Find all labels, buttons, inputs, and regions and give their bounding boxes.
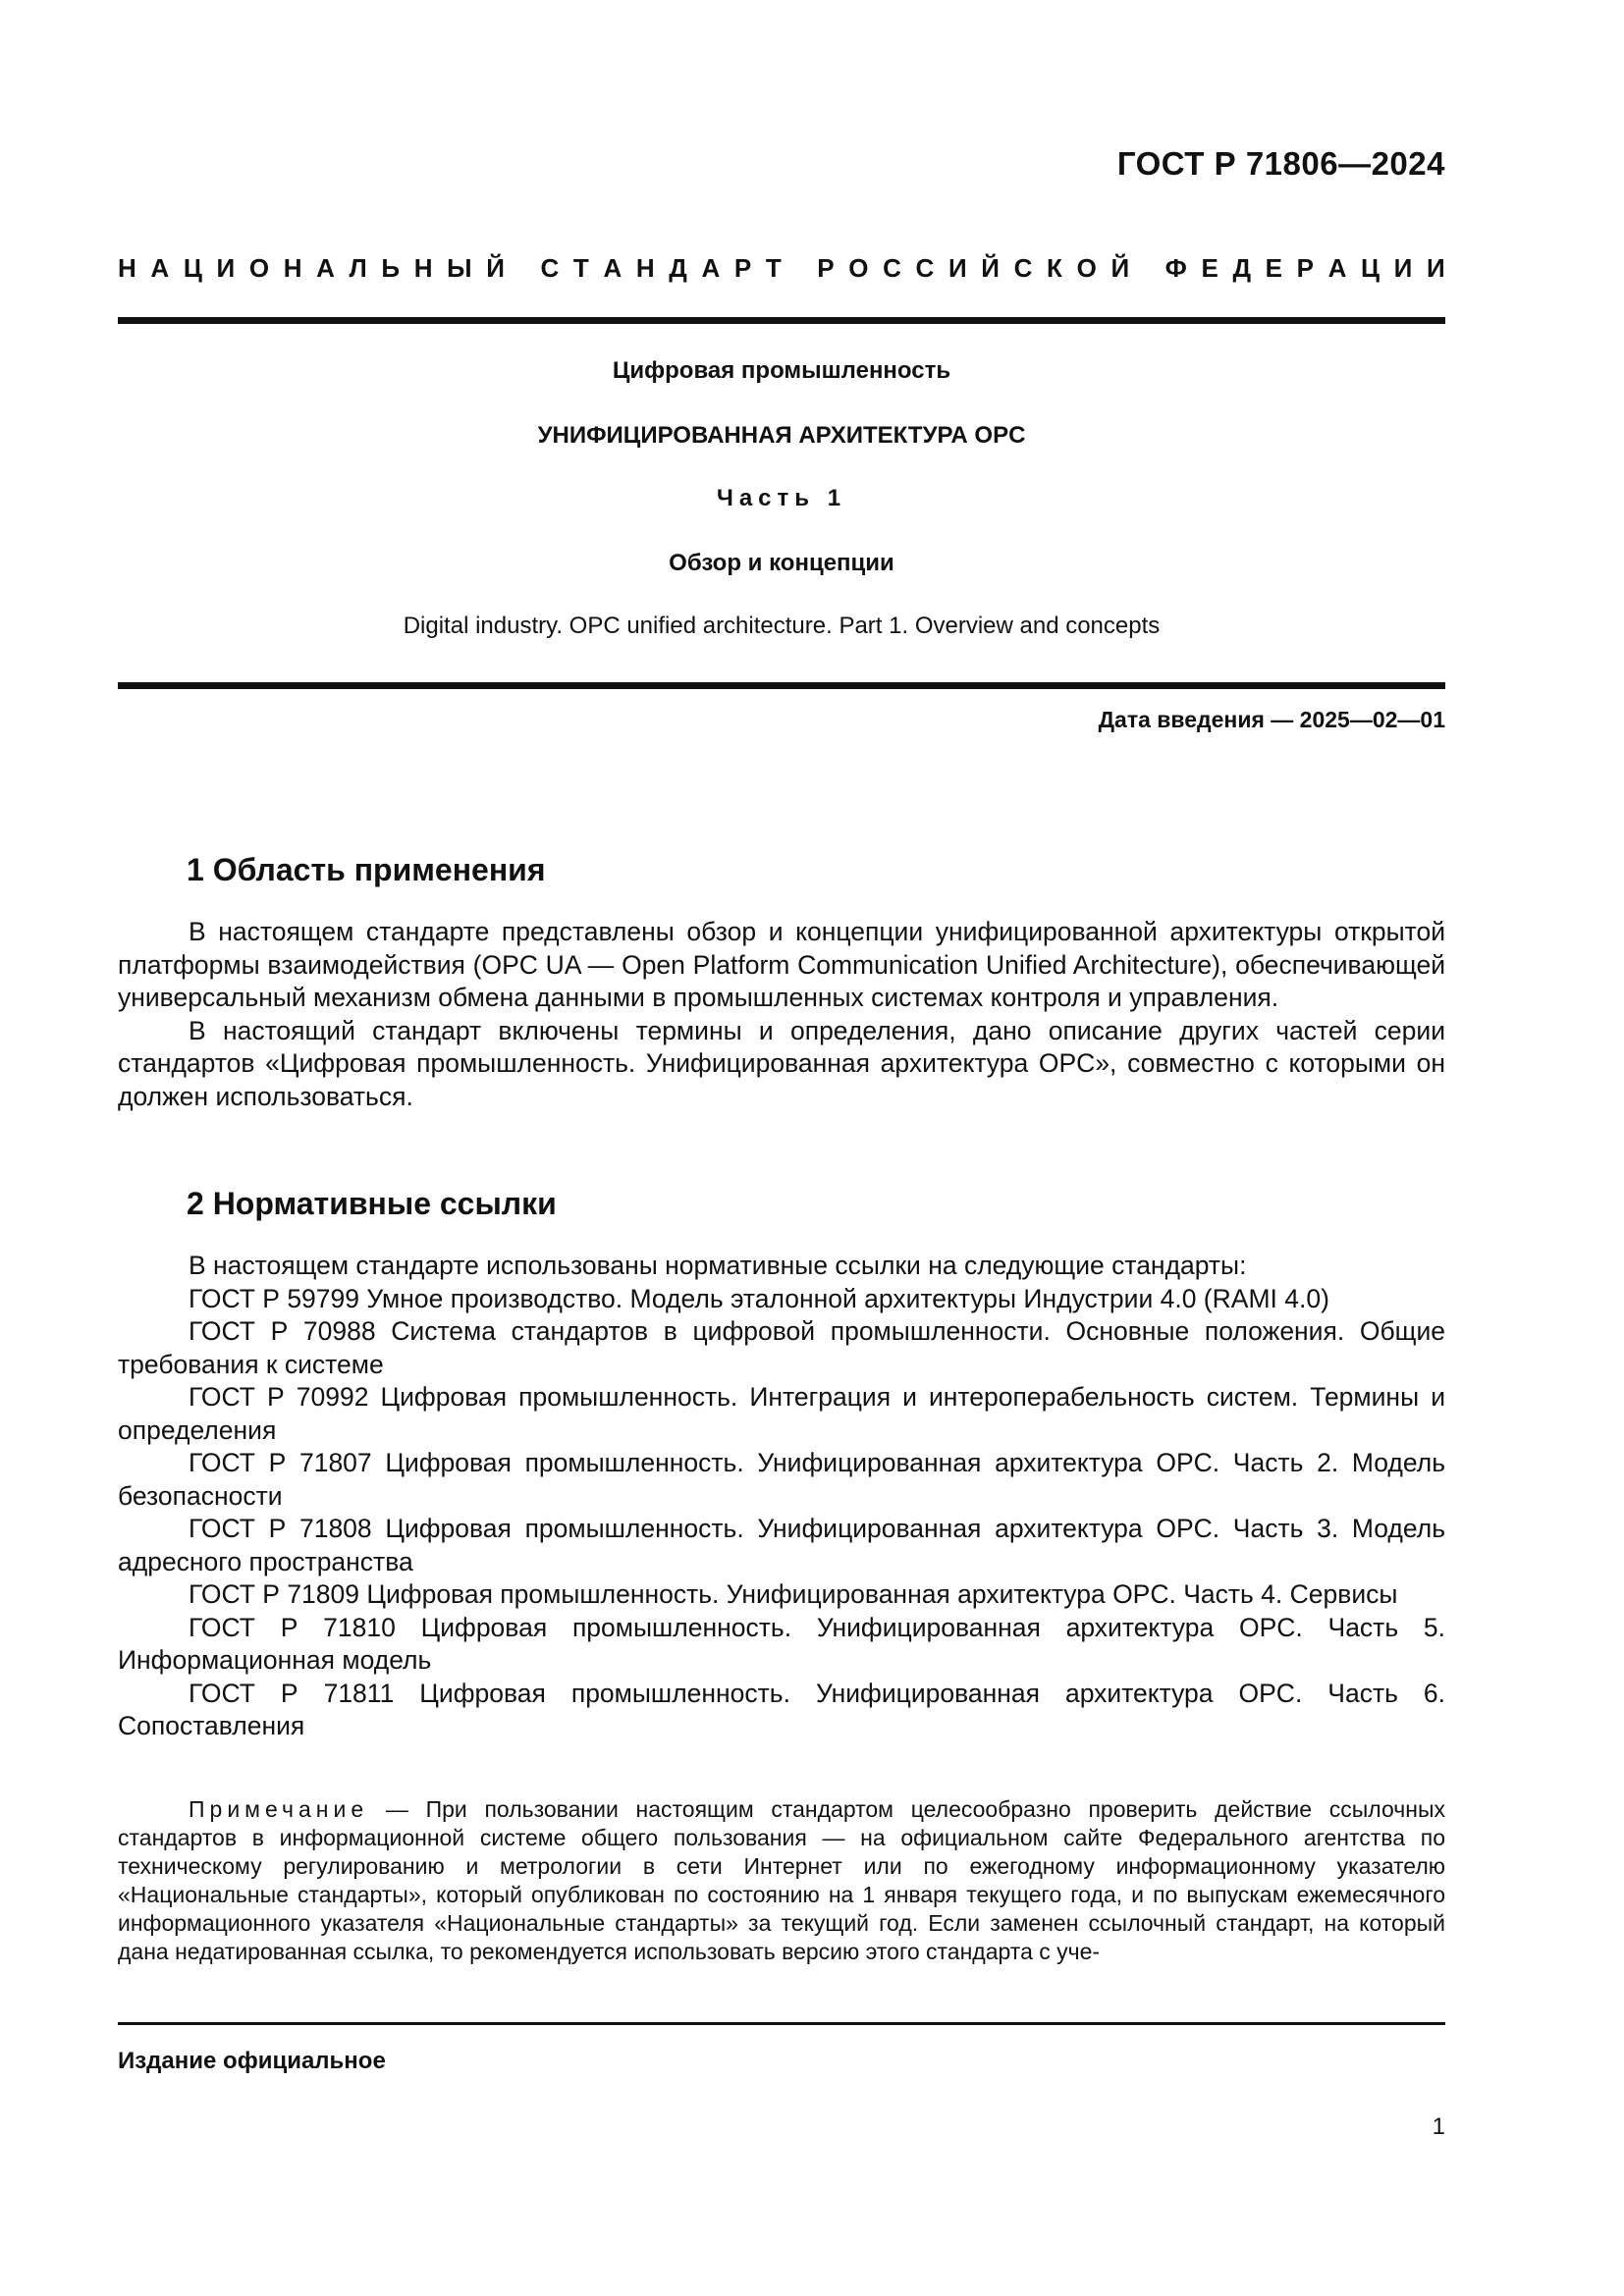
header-rule bbox=[118, 317, 1445, 324]
org-line-letter: И bbox=[947, 253, 967, 283]
org-line-letter: И bbox=[1393, 253, 1413, 283]
org-line-letter: Н bbox=[118, 253, 136, 283]
section-2-heading: 2 Нормативные ссылки bbox=[187, 1186, 557, 1221]
org-line-letter: Ь bbox=[381, 253, 401, 283]
note bbox=[118, 1795, 1445, 1966]
reference-item: ГОСТ Р 71808 Цифровая промышленность. Унифицированная архитектура OPC. Часть 3. Модель адресного пространства bbox=[118, 1514, 1445, 1576]
org-line-letter: Н bbox=[283, 253, 302, 283]
org-line-letter bbox=[795, 253, 802, 284]
reference-item: ГОСТ Р 70992 Цифровая промышленность. Интеграция и интероперабельность систем. Термины и определения bbox=[118, 1382, 1445, 1445]
org-line-letter: О bbox=[848, 253, 869, 283]
org-line-letter: С bbox=[883, 253, 901, 283]
org-line-letter: Т bbox=[572, 253, 589, 283]
introduction-date: Дата введения — 2025—02—01 bbox=[1098, 707, 1445, 732]
org-line-letter: Е bbox=[1201, 253, 1218, 283]
document-number: ГОСТ Р 71806—2024 bbox=[1116, 145, 1445, 182]
org-line-letter: Н bbox=[413, 253, 433, 283]
org-line-letter: Р bbox=[733, 253, 752, 283]
org-line-letter: А bbox=[150, 253, 170, 283]
section-1-body bbox=[118, 916, 1445, 1113]
reference-item: ГОСТ Р 59799 Умное производство. Модель эталонной архитектуры Индустрии 4.0 (RAMI 4.0) bbox=[189, 1283, 1329, 1313]
main-title: УНИФИЦИРОВАННАЯ АРХИТЕКТУРА OPC bbox=[537, 422, 1026, 449]
org-line-letter: А bbox=[603, 253, 623, 283]
subtitle: Обзор и концепции bbox=[669, 550, 894, 576]
org-line-letter: Е bbox=[1265, 253, 1282, 283]
paragraph: В настоящий стандарт включены термины и определения, дано описание других частей серии стандартов «Цифровая промышленность. Унифицированная архитектура OPC», совместно с которыми он должен использоваться. bbox=[118, 1015, 1445, 1111]
org-line-letter: Л bbox=[349, 253, 367, 283]
org-line-letter: А bbox=[1327, 253, 1347, 283]
org-line-letter: Ц bbox=[183, 253, 202, 283]
org-line-letter: А bbox=[701, 253, 721, 283]
org-line-letter: Д bbox=[669, 253, 687, 283]
org-line-letter: О bbox=[1076, 253, 1097, 283]
organization-line bbox=[118, 253, 1445, 284]
reference-item: ГОСТ Р 71811 Цифровая промышленность. Унифицированная архитектура OPC. Часть 6. Сопоставления bbox=[118, 1678, 1445, 1740]
org-line-letter: И bbox=[1427, 253, 1445, 283]
org-line-letter: Й bbox=[981, 253, 1000, 283]
section-2-body bbox=[118, 1250, 1445, 1743]
org-line-letter bbox=[1144, 253, 1151, 284]
footer-rule bbox=[118, 2022, 1445, 2025]
english-title: Digital industry. OPC unified architecture. Part 1. Overview and concepts bbox=[403, 613, 1161, 639]
org-line-letter: С bbox=[1013, 253, 1033, 283]
reference-item: ГОСТ Р 71810 Цифровая промышленность. Унифицированная архитектура OPC. Часть 5. Информационная модель bbox=[118, 1612, 1445, 1675]
org-line-letter: И bbox=[216, 253, 236, 283]
org-line-letter: А bbox=[316, 253, 335, 283]
official-edition-label: Издание официальное bbox=[118, 2048, 386, 2074]
org-line-letter: К bbox=[1047, 253, 1062, 283]
org-line-letter: Й bbox=[1110, 253, 1130, 283]
subject-title: Цифровая промышленность bbox=[612, 357, 951, 384]
org-line-letter: Р bbox=[1296, 253, 1314, 283]
note-text: — При пользовании настоящим стандартом целесообразно проверить действие ссылочных стандартов в информационной системе общего пользования — на официальном сайте Федерального агентства по техническому регулированию и метрологии в сети Интернет или по ежегодному информационному указателю «Национальные стандарты», который опубликован по состоянию на 1 января текущего года, и по выпускам ежемесячного информационного указателя «Национальные стандарты» за текущий год. Если заменен ссылочный стандарт, на который дана недатированная ссылка, то рекомендуется использовать версию этого стандарта с уче- bbox=[118, 1796, 1445, 1964]
org-line-letter: С bbox=[915, 253, 935, 283]
note-label: Примечание bbox=[189, 1796, 369, 1822]
org-line-letter: Й bbox=[486, 253, 505, 283]
org-line-letter: Н bbox=[635, 253, 655, 283]
paragraph: В настоящем стандарте использованы нормативные ссылки на следующие стандарты: bbox=[189, 1251, 1247, 1280]
org-line-letter: Ф bbox=[1164, 253, 1187, 283]
reference-item: ГОСТ Р 70988 Система стандартов в цифровой промышленности. Основные положения. Общие требования к системе bbox=[118, 1316, 1445, 1379]
org-line-letter: Ы bbox=[447, 253, 472, 283]
paragraph: В настоящем стандарте представлены обзор и концепции унифицированной архитектуры открытой платформы взаимодействия (OPC UA — Open Platform Communication Unified Architecture), обеспечивающей универсальный механизм обмена данными в промышленных системах контроля и управления. bbox=[118, 917, 1445, 1012]
part-title: Часть 1 bbox=[716, 485, 847, 511]
reference-item: ГОСТ Р 71807 Цифровая промышленность. Унифицированная архитектура OPC. Часть 2. Модель безопасности bbox=[118, 1448, 1445, 1511]
org-line-letter: С bbox=[540, 253, 560, 283]
title-rule bbox=[118, 682, 1445, 689]
org-line-letter bbox=[519, 253, 526, 284]
org-line-letter: Т bbox=[765, 253, 782, 283]
org-line-letter: Ц bbox=[1361, 253, 1380, 283]
org-line-letter: О bbox=[248, 253, 270, 283]
org-line-letter: Р bbox=[817, 253, 835, 283]
section-1-heading: 1 Область применения bbox=[187, 852, 546, 887]
org-line-letter: Д bbox=[1232, 253, 1251, 283]
reference-item: ГОСТ Р 71809 Цифровая промышленность. Унифицированная архитектура OPC. Часть 4. Сервисы bbox=[189, 1579, 1398, 1609]
page-number: 1 bbox=[1432, 2113, 1445, 2140]
